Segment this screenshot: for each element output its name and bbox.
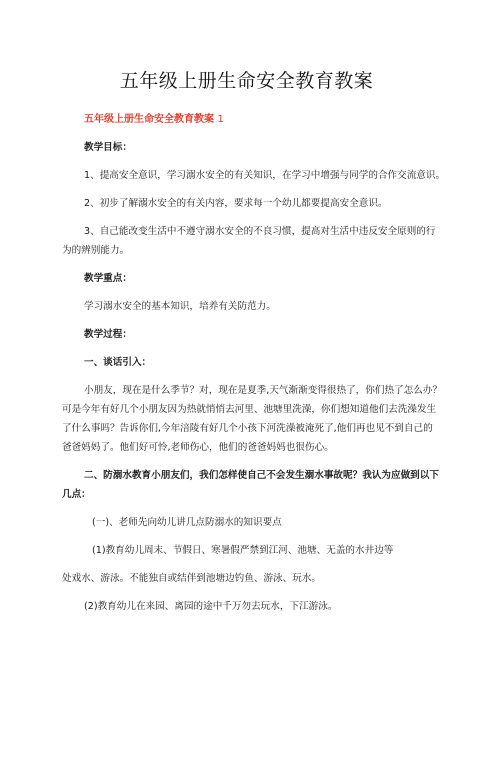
item-1-line-2: 处戏水、游泳。不能独自或结伴到池塘边钓鱼、游泳、玩水。	[62, 573, 322, 584]
goal-3-line-1: 3、自己能改变生活中不遵守溺水安全的不良习惯，提高对生活中违反安全原则的行	[84, 226, 436, 237]
document-title: 五年级上册生命安全教育教案	[119, 70, 374, 92]
section-1-line-1: 小朋友，现在是什么季节？对，现在是夏季,天气渐渐变得很热了，你们热了怎么办？	[84, 385, 443, 396]
section-2-line-1: 二、防溺水教育小朋友们，我们怎样使自己不会发生溺水事故呢？我认为应做到以下	[84, 470, 439, 481]
section-2-line-2: 几点：	[62, 489, 91, 500]
heading-focus: 教学重点：	[84, 273, 132, 284]
lesson-subtitle	[62, 112, 431, 128]
heading-goals: 教学目标：	[84, 142, 132, 153]
sub-heading: (一)、老师先向幼儿讲几点防溺水的知识要点	[92, 517, 282, 528]
item-2: (2)教育幼儿在来园、离园的途中千万勿去玩水，下江游泳。	[84, 601, 338, 612]
document-page	[0, 68, 500, 775]
goal-1: 1、提高安全意识，学习溺水安全的有关知识，在学习中增强与同学的合作交流意识。	[84, 170, 446, 181]
section-1-line-3: 了什么事吗？告诉你们,今年涪陵有好几个小孩下河洗澡被淹死了,他们再也见不到自己的	[62, 423, 433, 434]
heading-process: 教学过程：	[84, 329, 132, 340]
focus-text: 学习溺水安全的基本知识，培养有关防范力。	[84, 301, 276, 312]
lesson-subtitle-text: 五年级上册生命安全教育教案	[84, 114, 214, 125]
section-1-heading: 一、谈话引入：	[84, 357, 152, 368]
goal-2: 2、初步了解溺水安全的有关内容，要求每一个幼儿都要提高安全意识。	[84, 198, 388, 209]
goal-3-line-2: 为的辨别能力。	[62, 245, 130, 256]
lesson-subtitle-number: 1	[217, 114, 224, 125]
section-1-line-4: 爸爸妈妈了。他们好可怜,老师伤心，他们的爸爸妈妈也很伤心。	[62, 442, 334, 453]
item-1-line-1: (1)教育幼儿周末、节假日、寒暑假严禁到江河、池塘、无盖的水井边等	[92, 545, 394, 556]
section-1-line-2: 可是今年有好几个小朋友因为热就悄悄去河里、池塘里洗澡，你们想知道他们去洗澡发生	[62, 404, 437, 415]
